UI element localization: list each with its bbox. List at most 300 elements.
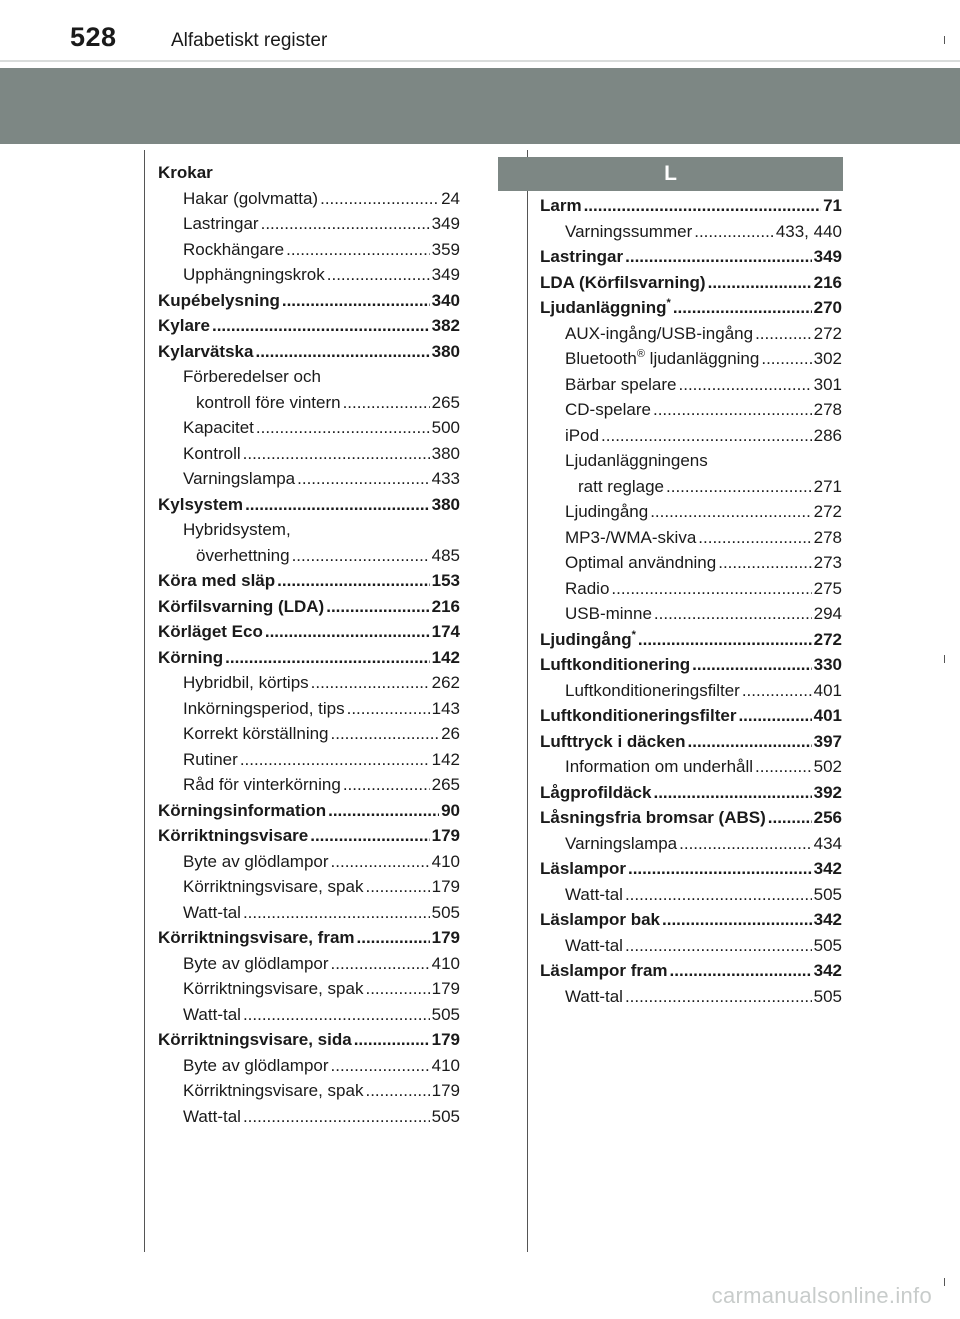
index-subentry — [540, 219, 842, 245]
dot-leader — [688, 729, 812, 755]
entry-term-text: Hybridsystem, — [183, 520, 291, 539]
entry-term-text: Lastringar — [183, 214, 259, 233]
dot-leader — [354, 1027, 430, 1053]
page-reference: 179 — [431, 1030, 460, 1049]
page-reference: 272 — [813, 502, 842, 521]
entry-term — [183, 976, 363, 1002]
page-reference: 179 — [431, 826, 460, 845]
dot-leader — [331, 721, 440, 747]
entry-superscript: * — [666, 297, 671, 309]
page-reference: 505 — [813, 986, 842, 1006]
column-rule-left — [144, 150, 145, 1252]
entry-term-text: MP3-/WMA-skiva — [565, 527, 697, 547]
entry-term-text: Körningsinformation — [158, 800, 327, 820]
index-entry — [158, 594, 460, 620]
dot-leader — [297, 466, 429, 492]
page-reference: 90 — [441, 800, 460, 820]
page-reference: 434 — [813, 833, 842, 853]
entry-term — [183, 951, 329, 977]
dot-leader — [327, 262, 430, 288]
index-subentry — [158, 670, 460, 696]
dot-leader — [365, 976, 429, 1002]
dot-leader — [212, 313, 430, 339]
entry-term-text: Byte av glödlampor — [183, 1055, 329, 1075]
entry-term — [540, 270, 706, 296]
dot-leader — [761, 346, 811, 372]
page-reference: 502 — [813, 757, 842, 776]
watermark: carmanualsonline.info — [711, 1283, 932, 1308]
entry-term-text: Kupébelysning — [158, 290, 280, 310]
entry-term — [183, 1078, 363, 1104]
dot-leader — [692, 652, 811, 678]
index-subentry — [158, 951, 460, 977]
entry-term-text: Optimal användning — [565, 553, 717, 572]
dot-leader — [698, 525, 811, 551]
entry-term-text: Watt-tal — [183, 902, 241, 922]
entry-term — [565, 525, 696, 551]
page-reference: 349 — [431, 214, 460, 233]
dot-leader — [261, 211, 430, 237]
entry-term-text: Lufttryck i däcken — [540, 731, 686, 751]
page-reference: 410 — [431, 953, 460, 973]
crop-mark — [944, 1278, 945, 1286]
dot-leader — [256, 415, 430, 441]
dot-leader — [347, 696, 430, 722]
entry-term — [183, 262, 325, 288]
entry-term-text: Köra med släp — [158, 571, 276, 590]
page-reference: 179 — [431, 928, 460, 947]
index-subentry — [158, 721, 460, 747]
index-subentry — [158, 237, 460, 263]
entry-term — [183, 237, 284, 263]
entry-term — [183, 517, 291, 543]
dot-leader — [718, 550, 811, 576]
entry-term — [183, 849, 329, 875]
page-reference: 505 — [431, 1106, 460, 1126]
entry-term — [565, 550, 716, 576]
entry-term-text: Kylarvätska — [158, 341, 254, 361]
entry-term — [565, 219, 692, 245]
entry-term-text: Watt-tal — [565, 884, 623, 904]
dot-leader — [653, 397, 812, 423]
page-reference: 216 — [813, 272, 842, 292]
index-subentry — [158, 747, 460, 773]
page-reference: 392 — [813, 782, 842, 802]
index-subentry — [158, 466, 460, 492]
page-reference: 272 — [813, 323, 842, 343]
entry-term-text: Korrekt körställning — [183, 724, 329, 743]
entry-term — [565, 984, 623, 1010]
index-subentry — [540, 423, 842, 449]
entry-term — [565, 397, 651, 423]
index-entry — [158, 568, 460, 594]
dot-leader — [625, 933, 812, 959]
dot-leader — [768, 805, 812, 831]
entry-term-text: Lastringar — [540, 247, 624, 266]
dot-leader — [243, 1002, 430, 1028]
index-entry — [540, 652, 842, 678]
index-subentry — [158, 390, 460, 416]
dot-leader — [584, 193, 822, 219]
dot-leader — [243, 1104, 430, 1130]
entry-term — [540, 193, 582, 219]
index-entry — [540, 244, 842, 270]
dot-leader — [343, 390, 430, 416]
entry-term — [158, 339, 253, 365]
dot-leader — [245, 492, 430, 518]
entry-term — [565, 448, 708, 474]
index-entry — [158, 645, 460, 671]
entry-term-text: Ljudingång — [540, 629, 632, 649]
entry-term — [540, 907, 660, 933]
entry-term — [565, 346, 759, 372]
page-reference: 294 — [813, 604, 842, 623]
entry-term-text: kontroll före vintern — [196, 392, 341, 412]
dot-leader — [265, 619, 430, 645]
dot-leader — [365, 1078, 429, 1104]
index-entry — [540, 780, 842, 806]
index-subentry — [540, 882, 842, 908]
index-subentry — [158, 1104, 460, 1130]
entry-term — [183, 441, 241, 467]
page-reference: 302 — [813, 349, 842, 368]
entry-term — [183, 364, 321, 390]
index-subentry — [158, 415, 460, 441]
dot-leader — [357, 925, 430, 951]
entry-term-text: Watt-tal — [565, 986, 623, 1006]
entry-term — [565, 423, 599, 449]
entry-term-text: Luftkonditioneringsfilter — [540, 706, 737, 725]
page-reference: 71 — [823, 196, 842, 215]
entry-term — [158, 645, 223, 671]
entry-term-text: Upphängningskrok — [183, 265, 325, 284]
entry-term — [183, 186, 318, 212]
entry-term — [565, 321, 753, 347]
entry-term — [565, 831, 677, 857]
entry-term — [565, 576, 609, 602]
index-subentry — [540, 550, 842, 576]
index-entry — [158, 288, 460, 314]
dot-leader — [708, 270, 812, 296]
dot-leader — [311, 670, 430, 696]
entry-term-text: Läslampor bak — [540, 910, 660, 929]
dot-leader — [282, 288, 430, 314]
entry-term-text: Hybridbil, körtips — [183, 673, 309, 692]
entry-term — [158, 288, 280, 314]
entry-term — [196, 390, 341, 416]
index-subentry — [540, 346, 842, 372]
entry-term — [540, 652, 690, 678]
entry-term — [183, 1053, 329, 1079]
entry-superscript: * — [631, 628, 636, 641]
index-entry — [540, 295, 842, 321]
entry-term — [183, 900, 241, 926]
entry-term — [565, 372, 677, 398]
dot-leader — [326, 594, 429, 620]
page-reference: 262 — [431, 673, 460, 692]
dot-leader — [654, 601, 812, 627]
entry-term — [565, 933, 623, 959]
entry-term — [578, 474, 664, 500]
page-reference: 349 — [813, 247, 842, 266]
entry-term-text: Radio — [565, 578, 610, 598]
page-reference: 26 — [441, 724, 460, 743]
page-reference: 286 — [813, 425, 842, 445]
index-subentry — [540, 933, 842, 959]
entry-term — [158, 798, 326, 824]
index-entry — [540, 627, 842, 653]
index-entry — [540, 907, 842, 933]
dot-leader — [625, 244, 811, 270]
entry-term-text: Larm — [540, 196, 582, 215]
index-column-right — [498, 157, 843, 1009]
index-subentry — [158, 1078, 460, 1104]
index-subentry — [540, 576, 842, 602]
entry-term — [183, 670, 309, 696]
index-subentry — [158, 517, 460, 543]
page-reference: 410 — [431, 1055, 460, 1075]
entry-term-text: Rutiner — [183, 749, 238, 769]
entry-term-text: Kapacitet — [183, 418, 254, 437]
index-entry — [540, 193, 842, 219]
page-reference: 505 — [813, 935, 842, 955]
page-reference: 359 — [431, 239, 460, 259]
header-rule — [0, 60, 960, 62]
index-subentry — [540, 372, 842, 398]
entry-term — [540, 805, 766, 831]
entry-term-text: ljudanläggning — [644, 349, 760, 368]
index-subentry — [158, 900, 460, 926]
entry-term — [158, 823, 308, 849]
entry-term — [183, 415, 254, 441]
index-subentry — [158, 696, 460, 722]
entry-term-text: Kontroll — [183, 443, 241, 463]
dot-leader — [255, 339, 429, 365]
index-column-left — [158, 160, 460, 1129]
entry-term-text: Varningslampa — [183, 469, 296, 488]
entry-term-text: LDA (Körfilsvarning) — [540, 272, 706, 292]
entry-term-text: Lågprofildäck — [540, 782, 652, 802]
dot-leader — [243, 441, 430, 467]
entry-superscript: ® — [636, 348, 645, 360]
dot-leader — [738, 703, 811, 729]
entry-term — [540, 244, 623, 270]
entry-term-text: Körläget Eco — [158, 622, 263, 641]
page-reference: 349 — [431, 265, 460, 284]
entry-term — [565, 754, 753, 780]
entry-term-text: Läslampor fram — [540, 961, 668, 980]
index-subentry — [540, 321, 842, 347]
dot-leader — [755, 321, 812, 347]
entry-term-text: Körning — [158, 647, 224, 667]
dot-leader — [666, 474, 812, 500]
entry-term — [565, 601, 652, 627]
entry-term-text: USB-minne — [565, 604, 652, 623]
page-reference: 342 — [813, 961, 842, 980]
entry-term-text: Byte av glödlampor — [183, 851, 329, 871]
dot-leader — [225, 645, 429, 671]
index-subentry — [540, 474, 842, 500]
page-reference: 485 — [431, 545, 460, 565]
page-reference: 174 — [431, 622, 460, 641]
page-reference: 271 — [813, 476, 842, 496]
entry-term — [183, 1002, 241, 1028]
page-reference: 401 — [813, 706, 842, 725]
index-entry — [158, 619, 460, 645]
entry-term-text: Varningssummer — [565, 221, 693, 241]
entry-term — [183, 747, 238, 773]
index-entry — [540, 856, 842, 882]
entry-term — [158, 313, 210, 339]
entry-term-text: Kylsystem — [158, 494, 244, 514]
index-entry — [540, 703, 842, 729]
entry-term-text: Watt-tal — [183, 1106, 241, 1126]
page-reference: 272 — [813, 629, 842, 649]
index-subentry — [158, 441, 460, 467]
entry-term — [183, 772, 341, 798]
dot-leader — [625, 882, 812, 908]
page-reference: 179 — [431, 877, 460, 896]
index-subentry — [158, 874, 460, 900]
page-reference: 342 — [813, 910, 842, 929]
page-reference: 179 — [431, 979, 460, 998]
entry-term-text: Ljudingång — [565, 502, 649, 521]
page-reference: 505 — [431, 1004, 460, 1024]
dot-leader — [601, 423, 812, 449]
entry-term-text: Låsningsfria bromsar (ABS) — [540, 808, 766, 827]
dot-leader — [331, 849, 430, 875]
entry-term-text: Körriktningsvisare, fram — [158, 928, 355, 947]
page-reference: 380 — [431, 494, 460, 514]
entry-term-text: Körriktningsvisare, spak — [183, 1081, 364, 1100]
entry-term — [540, 703, 736, 729]
index-subentry — [540, 831, 842, 857]
entry-term — [540, 627, 636, 653]
entry-term-text: Kylare — [158, 316, 210, 335]
entry-term-text: Byte av glödlampor — [183, 953, 329, 973]
entry-term-text: ratt reglage — [578, 476, 664, 496]
index-subentry — [158, 976, 460, 1002]
crop-mark — [944, 655, 945, 663]
index-entry — [158, 823, 460, 849]
entry-term-text: Watt-tal — [565, 935, 623, 955]
dot-leader — [365, 874, 429, 900]
index-entry — [540, 958, 842, 984]
dot-leader — [650, 499, 811, 525]
index-subentry — [158, 1002, 460, 1028]
index-subentry — [158, 211, 460, 237]
entry-term-text: Läslampor — [540, 859, 626, 878]
index-subentry — [158, 772, 460, 798]
page-reference: 380 — [431, 443, 460, 463]
entry-term-text: Bärbar spelare — [565, 374, 677, 394]
entry-term-text: Ljudanläggningens — [565, 451, 708, 470]
index-entry — [158, 339, 460, 365]
index-subentry — [158, 364, 460, 390]
page-reference: 273 — [813, 553, 842, 572]
entry-term-text: Watt-tal — [183, 1004, 241, 1024]
entry-term — [183, 874, 363, 900]
dot-leader — [628, 856, 812, 882]
dot-leader — [343, 772, 430, 798]
entry-term — [196, 543, 290, 569]
entry-term-text: Körfilsvarning (LDA) — [158, 596, 325, 616]
entry-term — [565, 678, 740, 704]
page-reference: 142 — [431, 749, 460, 769]
page-reference: 216 — [431, 596, 460, 616]
index-subentry — [540, 448, 842, 474]
dot-leader — [320, 186, 439, 212]
page-reference: 505 — [431, 902, 460, 922]
entry-term-text: Krokar — [158, 163, 213, 182]
entry-term-text: Körriktningsvisare, sida — [158, 1030, 352, 1049]
dot-leader — [243, 900, 430, 926]
entry-term-text: Körriktningsvisare, spak — [183, 979, 364, 998]
index-subentry — [158, 849, 460, 875]
index-subentry — [158, 262, 460, 288]
entry-term-text: Hakar (golvmatta) — [183, 188, 319, 208]
entry-term — [540, 780, 651, 806]
entry-term — [540, 295, 671, 321]
page-reference: 24 — [441, 188, 460, 208]
index-entry — [540, 805, 842, 831]
entry-term — [183, 466, 295, 492]
dot-leader — [240, 747, 430, 773]
dot-leader — [755, 754, 812, 780]
entry-term-text: CD-spelare — [565, 400, 651, 419]
index-entry — [158, 160, 460, 186]
entry-term — [158, 492, 243, 518]
page-reference: 153 — [431, 571, 460, 590]
entry-term — [158, 1027, 352, 1053]
page-reference: 142 — [431, 647, 460, 667]
entry-term-text: Förberedelser och — [183, 367, 321, 386]
entry-term — [183, 721, 329, 747]
index-subentry — [540, 397, 842, 423]
entry-term-text: Luftkonditioneringsfilter — [565, 680, 740, 700]
entry-term-text: Information om underhåll — [565, 757, 754, 776]
entry-term-text: Råd för vinterkörning — [183, 775, 341, 794]
page-reference: 433 — [431, 469, 460, 488]
page-reference: 270 — [813, 298, 842, 317]
dot-leader — [679, 372, 812, 398]
entry-term — [540, 856, 626, 882]
entry-term-text: Ljudanläggning — [540, 298, 667, 317]
crop-mark — [944, 36, 945, 44]
index-entry — [158, 313, 460, 339]
section-title: Alfabetiskt register — [171, 30, 328, 51]
dot-leader — [694, 219, 774, 245]
dot-leader — [331, 1053, 430, 1079]
page-number: 528 — [70, 22, 117, 52]
index-subentry — [540, 525, 842, 551]
entry-term-text: överhettning — [196, 545, 290, 565]
page-reference: 179 — [431, 1081, 460, 1100]
index-entry — [158, 492, 460, 518]
page-reference: 278 — [813, 527, 842, 547]
letter-header: L — [498, 157, 843, 191]
index-subentry — [158, 186, 460, 212]
page-reference: 278 — [813, 400, 842, 419]
dot-leader — [653, 780, 811, 806]
dot-leader — [625, 984, 812, 1010]
entry-term-text: Bluetooth — [565, 349, 637, 368]
index-subentry — [540, 678, 842, 704]
index-subentry — [540, 601, 842, 627]
page-reference: 380 — [431, 341, 460, 361]
page-reference: 500 — [431, 418, 460, 437]
index-list-right — [540, 193, 842, 1009]
